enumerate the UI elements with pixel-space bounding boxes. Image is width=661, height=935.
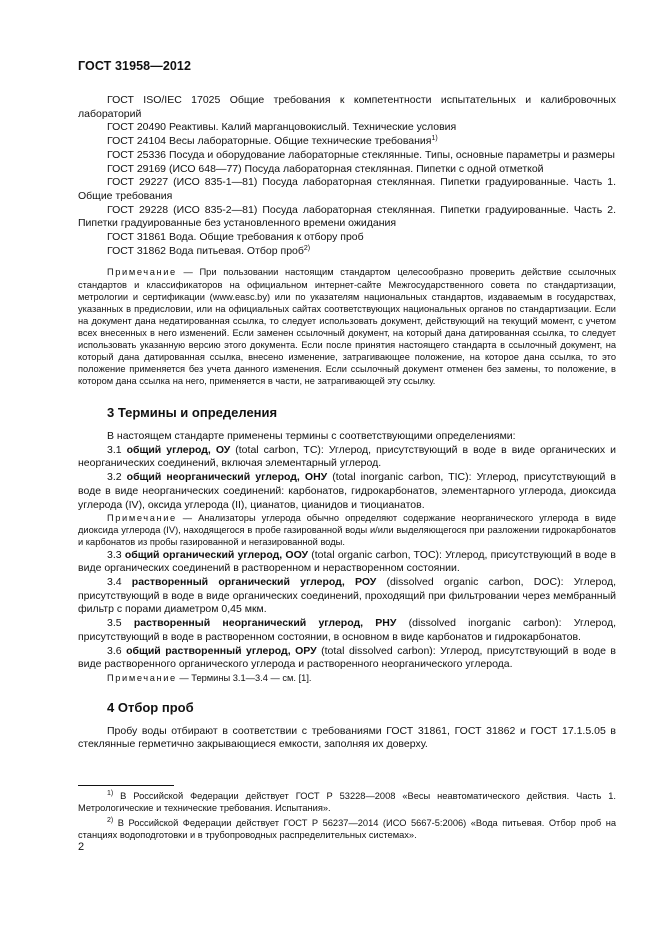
term-name: растворенный неорганический углерод, РНУ: [133, 617, 397, 630]
term-3-6: 3.6 общий растворенный углерод, ОРУ (total dissolved carbon): Углерод, присутствующий в воде в виде растворенного органического углерода и растворенного неорганического углерода.: [78, 644, 617, 671]
term-3-1: 3.1 общий углерод, ОУ (total carbon, TC): Углерод, присутствующий в воде в виде органических и неорганических соединений, включая элементарный углерод.: [78, 443, 616, 470]
footnotes: [78, 790, 616, 841]
term-3-5: 3.5 растворенный неорганический углерод, РНУ (dissolved inorganic carbon): Углерод, присутствующий в воде в растворенном состоянии, в основном в виде карбонатов и гидрокарбонатов.: [78, 617, 617, 643]
terms-section: [78, 430, 616, 684]
term-3-3: 3.3 общий органический углерод, ООУ (total organic carbon, TOC): Углерод, присутствующий в воде в виде органических соединений в растворенном и нерастворенном состоянии.: [78, 548, 617, 575]
reference-item: ГОСТ 24104 Весы лабораторные. Общие технические требования$^{1)}$: [107, 135, 438, 148]
section-4-heading: 4 Отбор проб: [107, 700, 194, 715]
sampling-text: Пробу воды отбирают в соответствии с требованиями ГОСТ 31861, ГОСТ 31862 и ГОСТ 17.1.5.05 в стеклянные герметично закрывающиеся емкости, заполняя их доверху.: [78, 724, 616, 751]
note-terms-source: Примечание — Термины 3.1—3.4 — см. [1].: [107, 672, 312, 683]
reference-item: ГОСТ 29169 (ИСО 648—77) Посуда лабораторная стеклянная. Пипетки с одной отметкой: [107, 162, 544, 175]
footnote-marker[interactable]: 1): [431, 135, 438, 143]
footnote-1: $^{1)}$ В Российской Федерации действует ГОСТ Р 53228—2008 «Весы неавтоматического действия. Часть 1. Метрологические и технические требования. Испытания».: [78, 790, 616, 814]
footnote-2: $^{2)}$ В Российской Федерации действует ГОСТ Р 56237—2014 (ИСО 5667-5:2006) «Вода питьевая. Отбор проб на станциях водоподготовки и в трубопроводных распределительных системах».: [78, 816, 616, 840]
section-3-heading: 3 Термины и определения: [107, 405, 278, 421]
reference-item: ГОСТ 29227 (ИСО 835-1—81) Посуда лабораторная стеклянная. Пипетки градуированные. Часть 1. Общие требования: [78, 176, 616, 202]
note-text: Анализаторы углерода обычно определяют содержание неорганического углерода в виде диоксида углерода (IV), находящегося в пробе газированной воды и/или выделяющегося при разложении гидрокарбонатов и карбонатов из пробы газированной и негазированной воды.: [78, 513, 617, 548]
terms-intro: В настоящем стандарте применены термины с соответствующими определениями:: [107, 430, 516, 443]
term-name: общий неорганический углерод, ОНУ: [126, 471, 328, 484]
note-text: Термины 3.1—3.4 — см. [1].: [191, 672, 312, 683]
footnote-mark: 2): [107, 816, 114, 824]
reference-item: ГОСТ ISO/IEC 17025 Общие требования к компетентности испытательных и калибровочных лабораторий: [78, 94, 616, 120]
sampling-section: [78, 725, 616, 752]
page-number: 2: [78, 841, 85, 853]
term-3-4: 3.4 растворенный органический углерод, РОУ (dissolved organic carbon, DOC): Углерод, присутствующий в воде в виде органических соединений, проходящий при фильтровании через мембранный фильтр с порами диаметром 0,45 мкм.: [78, 575, 616, 616]
term-name: общий органический углерод, ООУ: [124, 548, 309, 561]
term-name: общий углерод, ОУ: [126, 443, 231, 456]
term-name: общий растворенный углерод, ОРУ: [126, 644, 317, 657]
note-inorganic-carbon: Примечание — Анализаторы углерода обычно определяют содержание неорганического углерода в виде диоксида углерода (IV), находящегося в пробе газированной воды и/или выделяющегося при разложении гидрокарбонатов и карбонатов из пробы газированной и негазированной воды.: [78, 513, 617, 548]
reference-item: ГОСТ 31861 Вода. Общие требования к отбору проб: [107, 231, 364, 244]
note-label: Примечание: [107, 267, 177, 278]
term-3-2: 3.2 общий неорганический углерод, ОНУ (total inorganic carbon, TIC): Углерод, присутствующий в воде в виде неорганических соединений: карбонатов, гидрокарбонатов, элементарного углерода, диоксида углерода (IV), оксида углерода (II), цианатов, цианидов и тиоцианатов.: [78, 471, 616, 511]
normative-references-list: [78, 94, 616, 258]
term-name: растворенный органический углерод, РОУ: [131, 575, 377, 588]
footnote-mark: 1): [107, 790, 114, 797]
note-label: Примечание: [107, 513, 177, 524]
footnote-separator: [78, 785, 174, 786]
page-content: [78, 94, 616, 752]
reference-item: ГОСТ 29228 (ИСО 835-2—81) Посуда лабораторная стеклянная. Пипетки градуированные. Часть 2. Пипетки градуированные без установленного времени ожидания: [78, 203, 616, 230]
reference-item: ГОСТ 20490 Реактивы. Калий марганцовокислый. Технические условия: [107, 121, 457, 134]
document-header: ГОСТ 31958—2012: [78, 59, 192, 73]
note-text: При пользовании настоящим стандартом целесообразно проверить действие ссылочных стандартов и классификаторов на официальном интернет-сайте Межгосударственного совета по стандартизации, метрологии и сертификации (www.easc.by) или по указателям национальных стандартов, издаваемым в государствах, указанных в предисловии, или на официальных сайтах соответствующих национальных органов по стандартизации. Если на документ дана недатированная ссылка, то следует использовать документ, действующий на текущий момент, с учетом всех внесенных в него изменений. Если заменен ссылочный документ, на который дана датированная ссылка, то следует использовать указанную версию этого документа. Если после принятия настоящего стандарта в ссылочный документ, на который дана датированная ссылка, внесено изменение, затрагивающее положение, на которое дана ссылка, то это положение применяется без учета данного изменения. Если ссылочный документ отменен без замены, то положение, в котором дана ссылка на него, применяется в части, не затрагивающей эту ссылку.: [78, 267, 616, 387]
reference-item: ГОСТ 31862 Вода питьевая. Отбор проб$^{2)}$: [107, 244, 311, 257]
footnote-marker[interactable]: 2): [303, 244, 311, 252]
note-label: Примечание: [107, 672, 177, 683]
reference-item: ГОСТ 25336 Посуда и оборудование лабораторные стеклянные. Типы, основные параметры и размеры: [107, 148, 615, 161]
note-references: Примечание — При пользовании настоящим стандартом целесообразно проверить действие ссылочных стандартов и классификаторов на официальном интернет-сайте Межгосударственного совета по стандартизации, метрологии и сертификации (www.easc.by) или по указателям национальных стандартов, издаваемым в государствах, указанных в предисловии, или на официальных сайтах соответствующих национальных органов по стандартизации. Если на документ дана недатированная ссылка, то следует использовать документ, действующий на текущий момент, с учетом всех внесенных в него изменений. Если заменен ссылочный документ, на который дана датированная ссылка, то следует использовать указанную версию этого документа. Если после принятия настоящего стандарта в ссылочный документ, на который дана датированная ссылка, внесено изменение, затрагивающее положение, на которое дана ссылка, то это положение применяется без учета данного изменения. Если ссылочный документ отменен без замены, то положение, в котором дана ссылка на него, применяется в части, не затрагивающей эту ссылку.: [78, 267, 616, 387]
